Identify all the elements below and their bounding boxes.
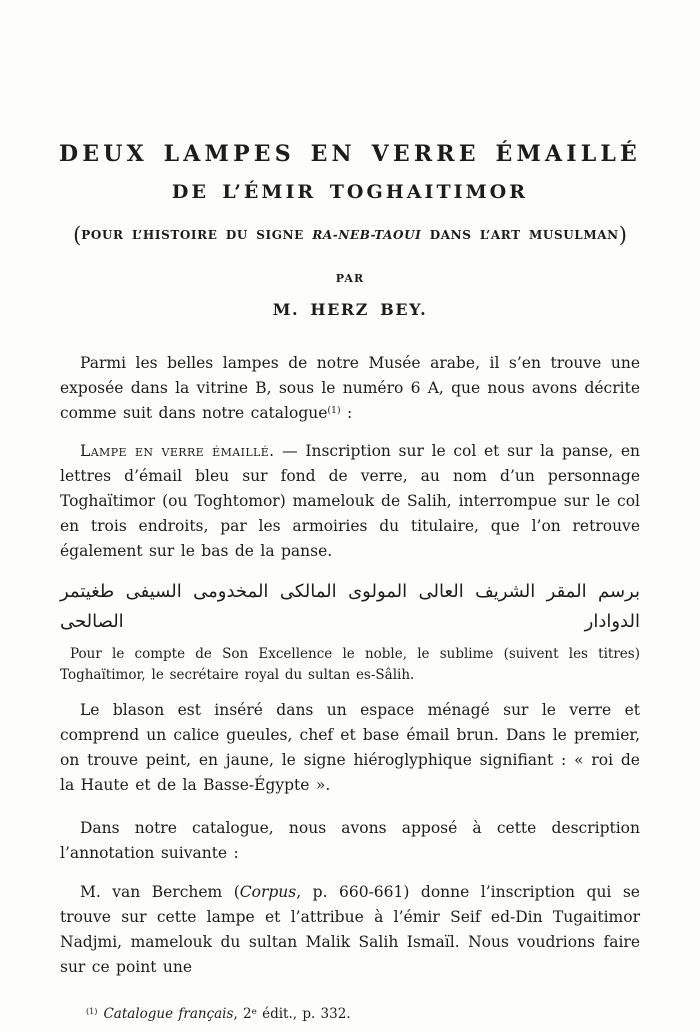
close-paren: )	[618, 223, 627, 248]
page-title-line1: DEUX LAMPES EN VERRE ÉMAILLÉ	[59, 141, 641, 167]
berchem-text-pre: M. van Berchem (	[80, 883, 240, 902]
article-header	[0, 142, 700, 319]
footnote-work-title: Catalogue français	[103, 1006, 234, 1023]
series-note-text-pre: POUR L’HISTOIRE DU SIGNE	[81, 228, 313, 243]
paragraph-intro	[60, 351, 640, 426]
series-note-emphasis: RA-NEB-TAOUI	[312, 228, 422, 243]
footnote-mid: , 2	[233, 1006, 252, 1023]
footnote-tail: édit., p. 332.	[256, 1006, 351, 1023]
series-note-text-post: DANS L’ART MUSULMAN	[421, 228, 619, 243]
berchem-work-title: Corpus	[239, 883, 297, 902]
intro-tail: :	[340, 404, 353, 423]
article-body	[60, 351, 640, 1024]
series-note	[0, 221, 700, 250]
footnote-edition-sup: e	[251, 1007, 257, 1018]
footnote-marker: (1)	[86, 1006, 98, 1017]
author-name: M. HERZ BEY.	[272, 300, 428, 320]
footnote-reference: (1)	[327, 405, 341, 417]
catalog-entry-lead: Lampe en verre émaillé.	[80, 442, 275, 461]
paragraph-translation: Pour le compte de Son Excellence le noble, le sublime (suivent les titres) Toghaïtimor, le secrétaire royal du sultan es-Sâlih.	[60, 646, 640, 684]
paragraph-annotation-intro: Dans notre catalogue, nous avons apposé à cette description l’annotation suivante :	[60, 819, 640, 863]
catalog-entry-text: Inscription sur le col et sur la panse, en lettres d’émail bleu sur fond de verre, au nom d’un personnage Toghaïtimor (ou Toghtomor) mamelouk de Salih, interrompue sur le col en trois endroits, par les armoiries du titulaire, que l’on retrouve également sur le bas de la panse.	[60, 442, 640, 561]
berchem-text-post: , p. 660-661) donne l’inscription qui se trouve sur cette lampe et l’attribue à l’émir Seif ed-Din Tugaitimor Nadjmi, mamelouk du sultan Malik Salih Ismaïl. Nous voudrions faire sur ce point une	[60, 883, 640, 977]
paragraph-blason: Le blason est inséré dans un espace ménagé sur le verre et comprend un calice gueules, chef et base émail brun. Dans le premier, on trouve peint, en jaune, le signe hiéroglyphique signifiant : « roi de la Haute et de la Basse-Égypte ».	[60, 701, 640, 795]
paragraph-van-berchem	[60, 880, 640, 980]
intro-text: Parmi les belles lampes de notre Musée arabe, il s’en trouve une exposée dans la vitrine B, sous le numéro 6 A, que nous avons décrite comme suit dans notre catalogue	[60, 354, 640, 423]
page-title-line2: DE L’ÉMIR TOGHAITIMOR	[171, 181, 529, 204]
byline-par: PAR	[335, 272, 365, 286]
footnote	[60, 1004, 640, 1024]
open-paren: (	[73, 223, 82, 248]
paragraph-catalog-entry	[60, 439, 640, 564]
arabic-inscription: برسم المقر الشريف العالى المولوى المالكى المخدومى السيفى طغيتمر الدوادار الصالحى	[60, 581, 640, 633]
catalog-entry-dash: —	[274, 442, 306, 461]
